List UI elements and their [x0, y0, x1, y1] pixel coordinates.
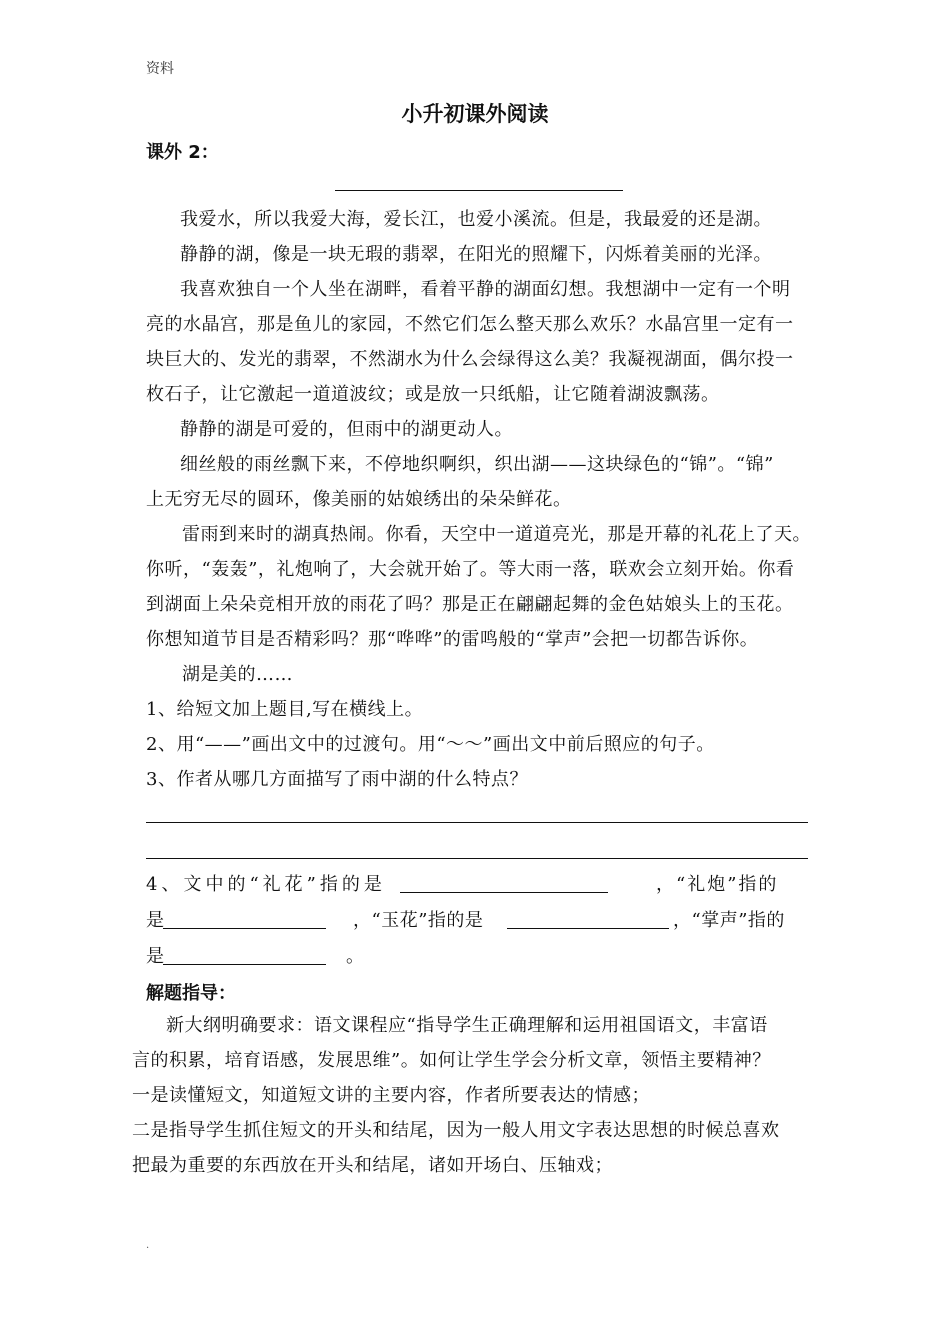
blank-yuhua[interactable] [507, 928, 669, 929]
question-4-text: 是 [146, 910, 165, 931]
passage-line: 静静的湖，像是一块无瑕的翡翠，在阳光的照耀下，闪烁着美丽的光泽。 [180, 244, 772, 265]
passage-line: 我喜欢独自一个人坐在湖畔，看着平静的湖面幻想。我想湖中一定有一个明 [180, 279, 791, 300]
passage-line: 雷雨到来时的湖真热闹。你看，天空中一道道亮光，那是开幕的礼花上了天。 [182, 524, 811, 545]
question-4-text: ，“玉花”指的是 [353, 910, 484, 931]
passage-line: 枚石子，让它激起一道道波纹；或是放一只纸船，让它随着湖波飘荡。 [146, 384, 720, 405]
blank-zhangsheng[interactable] [163, 964, 326, 965]
section-label: 课外 2： [146, 142, 219, 163]
passage-line: 湖是美的…… [182, 664, 293, 685]
guide-line: 把最为重要的东西放在开头和结尾，诸如开场白、压轴戏； [132, 1155, 613, 1176]
passage-line: 我爱水，所以我爱大海，爱长江，也爱小溪流。但是，我最爱的还是湖。 [180, 209, 772, 230]
answer-line[interactable] [146, 822, 808, 823]
header-tag: 资料 [146, 61, 174, 77]
blank-lihua[interactable] [400, 892, 608, 893]
guide-label: 解题指导： [146, 983, 236, 1004]
blank-lipao[interactable] [163, 928, 326, 929]
passage-line: 上无穷无尽的圆环，像美丽的姑娘绣出的朵朵鲜花。 [146, 489, 572, 510]
question-3: 3、作者从哪几方面描写了雨中湖的什么特点？ [146, 769, 528, 790]
passage-line: 你想知道节目是否精彩吗？那“哗哗”的雷鸣般的“掌声”会把一切都告诉你。 [146, 629, 759, 650]
question-4-text: ，“礼炮”指的 [656, 874, 779, 895]
passage-line: 块巨大的、发光的翡翠，不然湖水为什么会绿得这么美？我凝视湖面，偶尔投一 [146, 349, 794, 370]
title-answer-line[interactable] [335, 190, 623, 191]
passage-line: 静静的湖是可爱的，但雨中的湖更动人。 [180, 419, 513, 440]
passage-line: 细丝般的雨丝飘下来，不停地织啊织，织出湖——这块绿色的“锦”。“锦” [180, 454, 774, 475]
passage-line: 到湖面上朵朵竞相开放的雨花了吗？那是正在翩翩起舞的金色姑娘头上的玉花。 [146, 594, 794, 615]
guide-line: 新大纲明确要求：语文课程应“指导学生正确理解和运用祖国语文，丰富语 [166, 1015, 768, 1036]
passage-line: 亮的水晶宫，那是鱼儿的家园，不然它们怎么整天那么欢乐？水晶宫里一定有一 [146, 314, 794, 335]
answer-line[interactable] [146, 858, 808, 859]
guide-line: 一是读懂短文，知道短文讲的主要内容，作者所要表达的情感； [132, 1085, 650, 1106]
question-4-text: 。 [346, 946, 365, 967]
guide-line: 二是指导学生抓住短文的开头和结尾，因为一般人用文字表达思想的时候总喜欢 [132, 1120, 780, 1141]
question-1: 1、给短文加上题目,写在横线上。 [146, 699, 424, 720]
footer-mark: . [146, 1240, 150, 1251]
guide-line: 言的积累，培育语感，发展思维”。如何让学生学会分析文章，领悟主要精神？ [132, 1050, 771, 1071]
question-4-text: 是 [146, 946, 165, 967]
question-4-text: ，“掌声”指的 [673, 910, 785, 931]
question-4-start: 4、文中的“礼花”指的是 [146, 874, 386, 895]
question-2: 2、用“——”画出文中的过渡句。用“～～”画出文中前后照应的句子。 [146, 734, 715, 755]
passage-line: 你听，“轰轰”，礼炮响了，大会就开始了。等大雨一落，联欢会立刻开始。你看 [146, 559, 795, 580]
page-title: 小升初课外阅读 [401, 102, 549, 126]
